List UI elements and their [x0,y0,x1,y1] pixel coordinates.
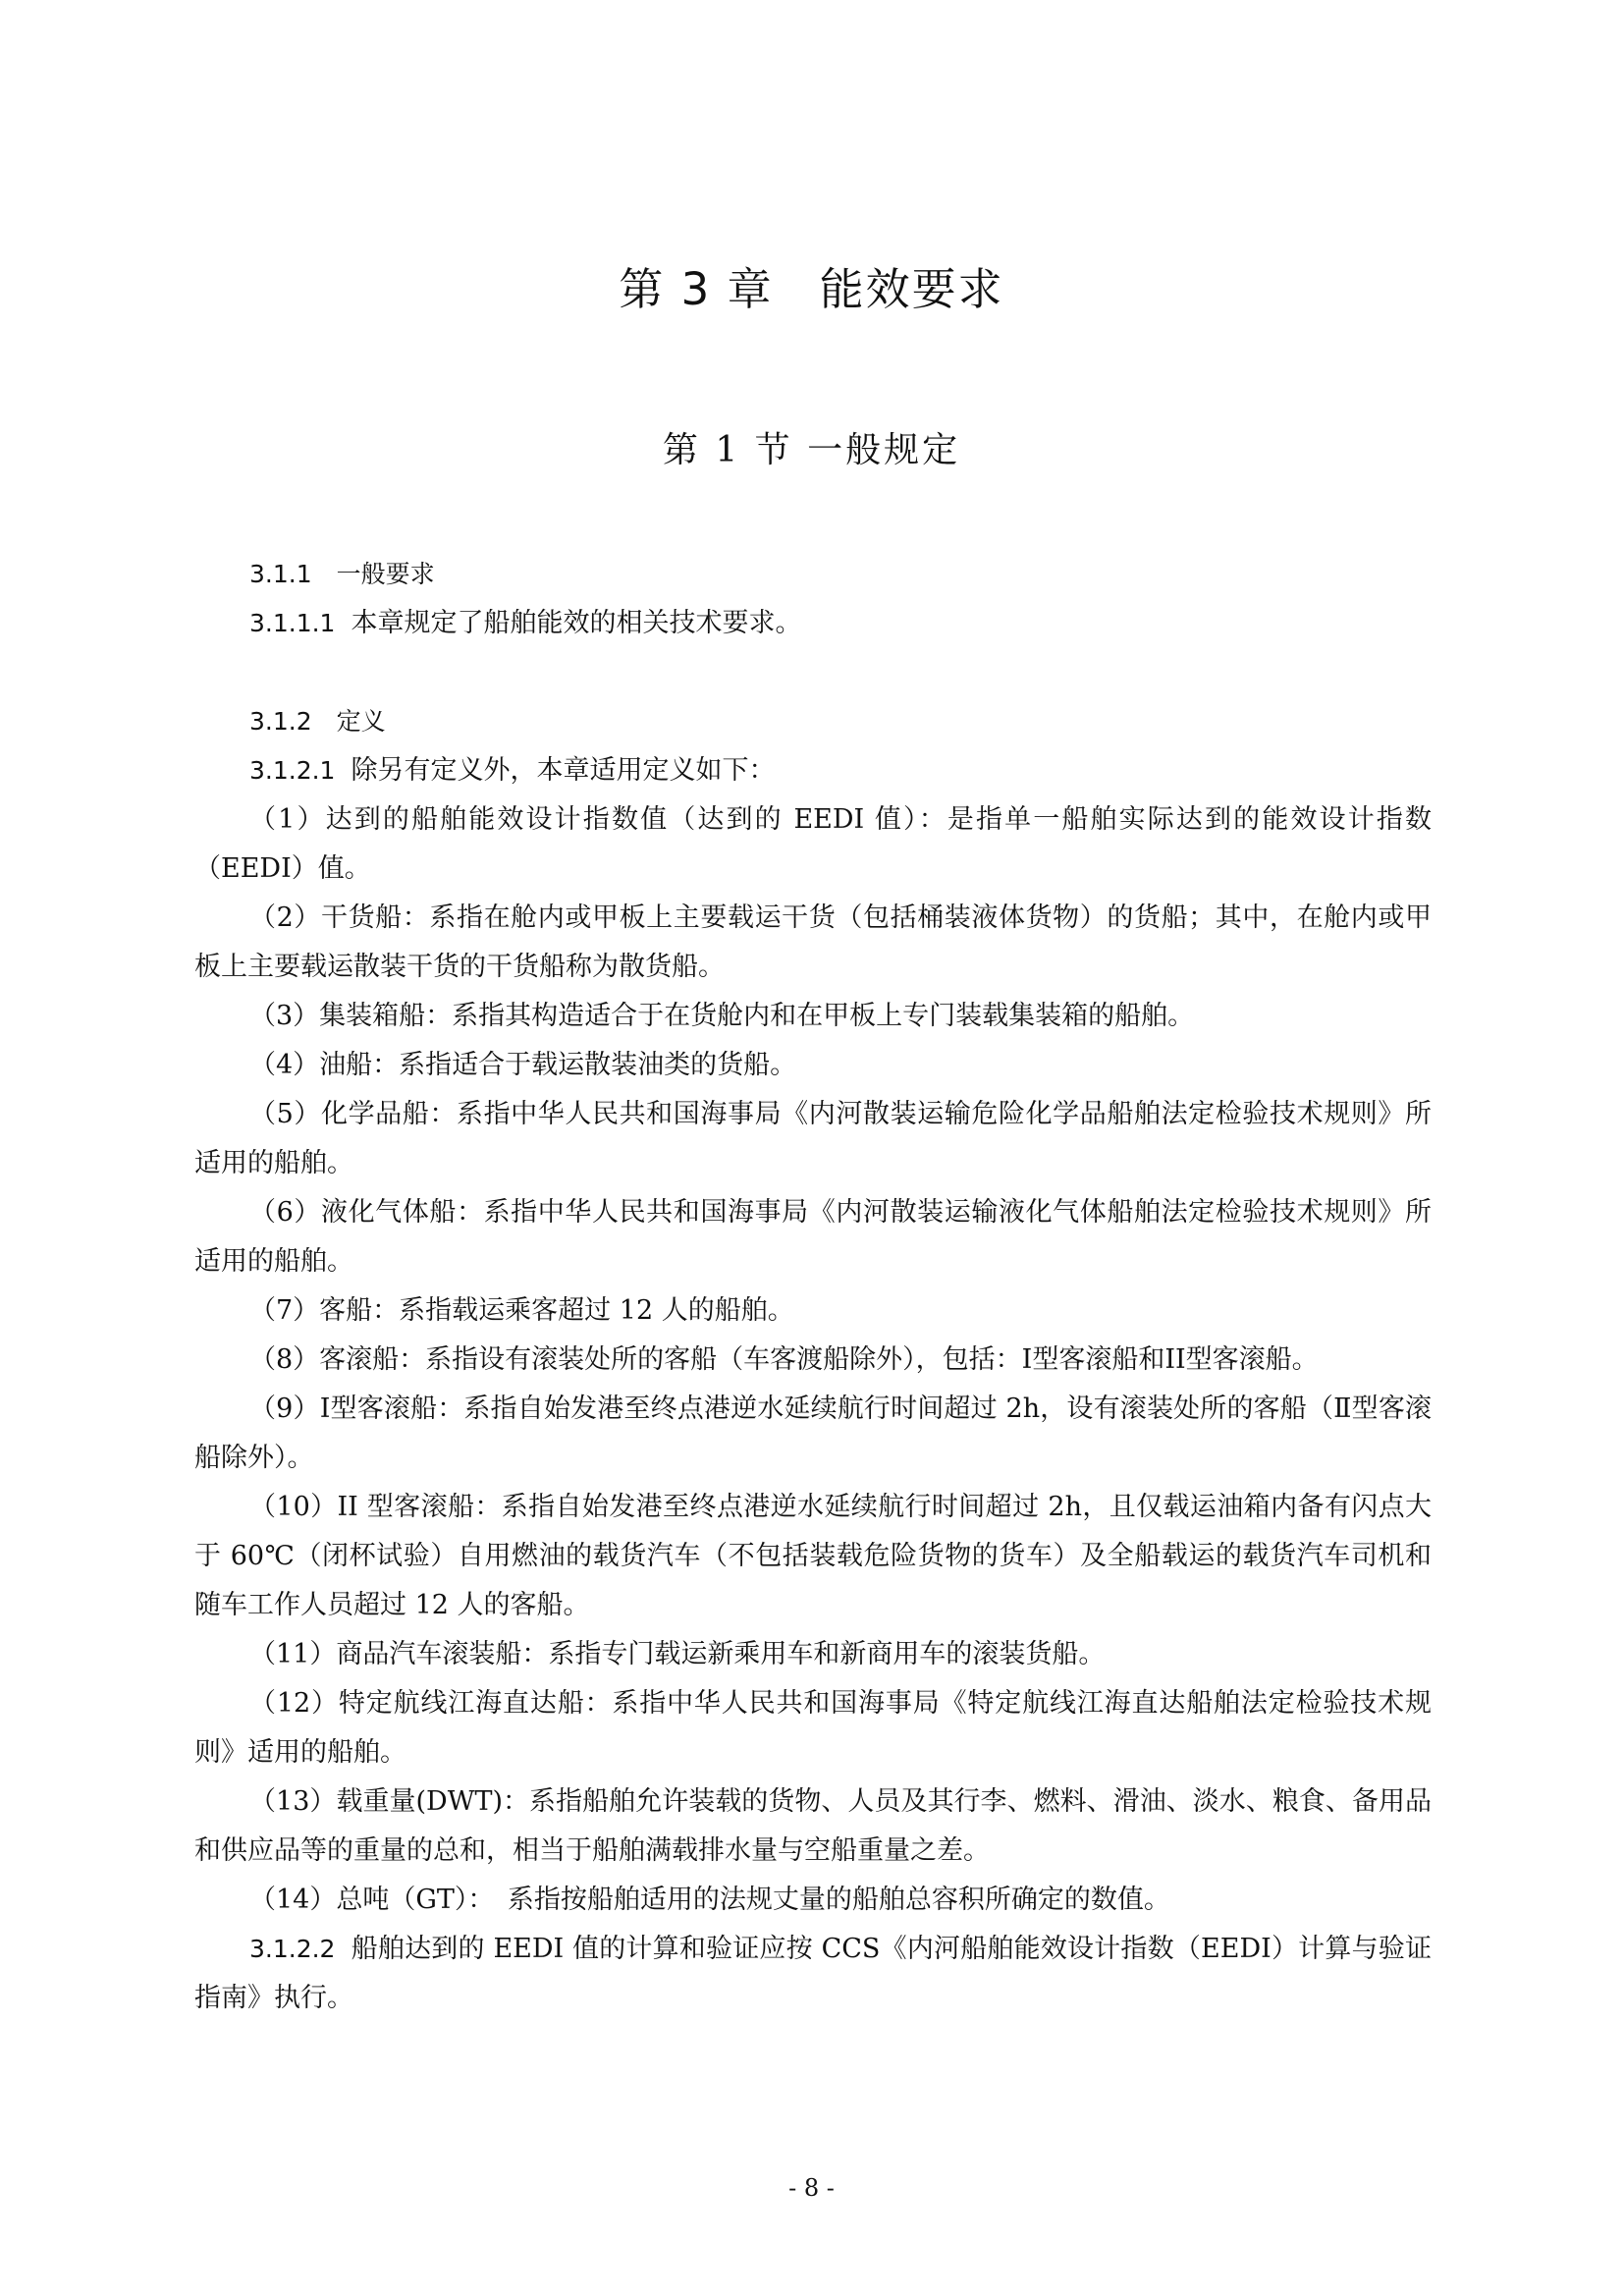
definition-6: （6）液化气体船：系指中华人民共和国海事局《内河散装运输液化气体船舶法定检验技术规则》所适用的船舶。 [194,1197,1432,1277]
clause-3-1-2-heading: 3.1.2 定义 [249,707,386,736]
definition-9: （9）Ⅰ型客滚船：系指自始发港至终点港逆水延续航行时间超过 2h，设有滚装处所的客船（Ⅱ型客滚船除外）。 [194,1394,1432,1473]
definition-3: （3）集装箱船：系指其构造适合于在货舱内和在甲板上专门装载集装箱的船舶。 [249,1001,1195,1031]
body-text [194,550,1432,2023]
clause-number: 3.1.2.2 [249,1935,336,1963]
clause-text: 本章规定了船舶能效的相关技术要求。 [351,608,802,638]
clause-3-1-2-2 [194,1925,1432,2023]
clause-text: 船舶达到的 EEDI 值的计算和验证应按 CCS《内河船舶能效设计指数（EEDI）计算与验证指南》执行。 [194,1934,1432,2013]
clause-3-1-2-1 [194,746,1432,795]
spacer [194,648,1432,697]
definition-8: （8）客滚船：系指设有滚装处所的客船（车客渡船除外），包括：I型客滚船和II型客滚船。 [249,1344,1319,1375]
clause-number: 3.1.2.1 [249,756,336,785]
page-number: - 8 - [788,2174,835,2202]
definition-2: （2）干货船：系指在舱内或甲板上主要载运干货（包括桶装液体货物）的货船；其中，在舱内或甲板上主要载运散装干货的干货船称为散货船。 [194,902,1432,982]
clause-number: 3.1.1.1 [249,609,336,637]
definition-10: （10）II 型客滚船：系指自始发港至终点港逆水延续航行时间超过 2h，且仅载运油箱内备有闪点大于 60℃（闭杯试验）自用燃油的载货汽车（不包括装载危险货物的货车）及全船载运的载货汽车司机和随车工作人员超过 12 人的客船。 [194,1492,1432,1620]
definition-11: （11）商品汽车滚装船：系指专门载运新乘用车和新商用车的滚装货船。 [249,1639,1106,1669]
definition-13: （13）载重量(DWT)：系指船舶允许装载的货物、人员及其行李、燃料、滑油、淡水、粮食、备用品和供应品等的重量的总和，相当于船舶满载排水量与空船重量之差。 [194,1786,1432,1866]
definition-4: （4）油船：系指适合于载运散装油类的货船。 [249,1050,797,1080]
definition-1: （1）达到的船舶能效设计指数值（达到的 EEDI 值）：是指单一船舶实际达到的能效设计指数（EEDI）值。 [194,804,1432,884]
clause-3-1-1-heading: 3.1.1 一般要求 [249,560,435,588]
clause-3-1-1-1 [194,599,1432,648]
definition-12: （12）特定航线江海直达船：系指中华人民共和国海事局《特定航线江海直达船舶法定检验技术规则》适用的船舶。 [194,1688,1432,1768]
chapter-title: 第 3 章 能效要求 [619,263,1004,315]
definition-7: （7）客船：系指载运乘客超过 12 人的船舶。 [249,1295,794,1326]
definition-5: （5）化学品船：系指中华人民共和国海事局《内河散装运输危险化学品船舶法定检验技术规则》所适用的船舶。 [194,1099,1432,1178]
definition-14: （14）总吨（GT）： 系指按船舶适用的法规丈量的船舶总容积所确定的数值。 [249,1885,1170,1915]
clause-text: 除另有定义外，本章适用定义如下： [351,755,776,786]
section-title: 第 1 节 一般规定 [662,430,961,470]
